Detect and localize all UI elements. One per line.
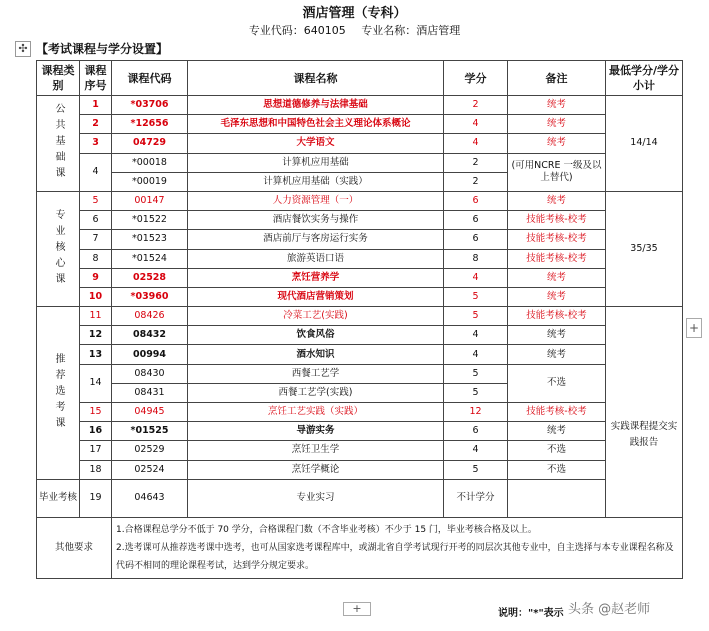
cell-note: 统考 <box>508 96 606 115</box>
cell-course-name: 思想道德修养与法律基础 <box>188 96 444 115</box>
cell-note: 技能考核-校考 <box>508 249 606 268</box>
subtotal-public: 14/14 <box>606 96 683 192</box>
cell-credit: 6 <box>444 191 508 210</box>
cell-note: 不选 <box>508 460 606 479</box>
cell-code: *12656 <box>112 115 188 134</box>
table-row <box>37 96 683 115</box>
cell-note: (可用NCRE 一级及以上替代) <box>508 153 606 191</box>
add-row-button[interactable]: + <box>343 602 371 616</box>
cell-seq: 9 <box>80 268 112 287</box>
table-row <box>37 422 683 441</box>
watermark: 头条 @赵老师 <box>568 602 651 617</box>
cell-seq: 13 <box>80 345 112 364</box>
cell-note: 统考 <box>508 422 606 441</box>
cell-credit: 5 <box>444 364 508 383</box>
cell-note: 不选 <box>508 364 606 402</box>
cell-course-name: 烹饪学概论 <box>188 460 444 479</box>
cell-seq: 11 <box>80 307 112 326</box>
header-note: 备注 <box>508 61 606 96</box>
other-requirements-label: 其他要求 <box>37 517 112 578</box>
cell-note: 统考 <box>508 345 606 364</box>
table-header-row <box>37 61 683 96</box>
cell-course-name: 烹饪卫生学 <box>188 441 444 460</box>
header-credit: 学分 <box>444 61 508 96</box>
cell-code: *00018 <box>112 153 188 172</box>
cell-note: 统考 <box>508 268 606 287</box>
category-core: 专业核心课 <box>37 191 80 306</box>
table-row <box>37 230 683 249</box>
table-row <box>37 326 683 345</box>
subtotal-core: 35/35 <box>606 191 683 306</box>
cell-code: 02529 <box>112 441 188 460</box>
cell-code: 08426 <box>112 307 188 326</box>
cell-seq: 15 <box>80 403 112 422</box>
cell-code: *01525 <box>112 422 188 441</box>
cell-course-name: 旅游英语口语 <box>188 249 444 268</box>
table-row <box>37 115 683 134</box>
other-requirements-text: 1.合格课程总学分不低于 70 学分，合格课程门数（不含毕业考核）不少于 15 门，毕业考核合格及以上。 2.选考课可从推荐选考课中选考，也可从国家选考课程库中，或湖北省自学考试现行开考的同层次其他专业中，自主选择与本专业课程名称及代码不相同的理论课程考试，达到学分规定要求。 <box>112 517 683 578</box>
table-row <box>37 364 683 383</box>
table-row <box>37 307 683 326</box>
cell-course-name: 专业实习 <box>188 479 444 517</box>
cell-course-name: 酒店餐饮实务与操作 <box>188 211 444 230</box>
cell-code: *03706 <box>112 96 188 115</box>
cell-credit: 4 <box>444 134 508 153</box>
cell-course-name: 烹饪工艺实践（实践） <box>188 403 444 422</box>
cell-course-name: 现代酒店营销策划 <box>188 287 444 306</box>
cell-course-name: 饮食风俗 <box>188 326 444 345</box>
major-name: 专业名称：酒店管理 <box>361 24 461 37</box>
cell-code: 08431 <box>112 383 188 402</box>
cell-note: 统考 <box>508 134 606 153</box>
table-row <box>37 287 683 306</box>
cell-seq: 18 <box>80 460 112 479</box>
cell-code: 08432 <box>112 326 188 345</box>
cell-credit: 5 <box>444 460 508 479</box>
cell-credit: 6 <box>444 211 508 230</box>
table-row <box>37 153 683 172</box>
table-move-handle-icon[interactable]: ✣ <box>15 41 31 57</box>
cell-course-name: 冷菜工艺(实践) <box>188 307 444 326</box>
cell-code: 04945 <box>112 403 188 422</box>
cell-course-name: 计算机应用基础 <box>188 153 444 172</box>
section-heading: 【考试课程与学分设置】 <box>36 42 169 56</box>
cell-course-name: 导游实务 <box>188 422 444 441</box>
cell-credit: 4 <box>444 441 508 460</box>
table-row <box>37 403 683 422</box>
header-code: 课程代码 <box>112 61 188 96</box>
cell-code: 02524 <box>112 460 188 479</box>
cell-code: *01524 <box>112 249 188 268</box>
cell-credit: 4 <box>444 326 508 345</box>
major-code: 专业代码：640105 <box>248 24 346 37</box>
cell-seq: 10 <box>80 287 112 306</box>
category-graduation: 毕业考核 <box>37 479 80 517</box>
cell-seq: 4 <box>80 153 112 191</box>
table-row <box>37 268 683 287</box>
cell-course-name: 酒店前厅与客房运行实务 <box>188 230 444 249</box>
table-row <box>37 191 683 210</box>
cell-credit: 4 <box>444 268 508 287</box>
cell-credit: 2 <box>444 153 508 172</box>
cell-note: 技能考核-校考 <box>508 403 606 422</box>
cell-note: 技能考核-校考 <box>508 211 606 230</box>
cell-credit: 12 <box>444 403 508 422</box>
cell-code: 04643 <box>112 479 188 517</box>
cell-course-name: 烹饪营养学 <box>188 268 444 287</box>
cell-code: 00994 <box>112 345 188 364</box>
cell-seq: 7 <box>80 230 112 249</box>
cell-seq: 12 <box>80 326 112 345</box>
cell-code: *01522 <box>112 211 188 230</box>
add-column-button[interactable]: + <box>686 318 702 338</box>
cell-course-name: 西餐工艺学 <box>188 364 444 383</box>
cell-course-name: 人力资源管理（一） <box>188 191 444 210</box>
cell-note: 技能考核-校考 <box>508 230 606 249</box>
header-seq: 课程序号 <box>80 61 112 96</box>
cell-credit: 5 <box>444 307 508 326</box>
other-requirements-row <box>37 517 683 578</box>
cell-seq: 1 <box>80 96 112 115</box>
cell-course-name: 西餐工艺学(实践) <box>188 383 444 402</box>
table-row <box>37 345 683 364</box>
cell-code: 04729 <box>112 134 188 153</box>
cell-seq: 8 <box>80 249 112 268</box>
cell-code: *01523 <box>112 230 188 249</box>
header-subtotal: 最低学分/学分小计 <box>606 61 683 96</box>
cell-note: 技能考核-校考 <box>508 307 606 326</box>
cell-code: *03960 <box>112 287 188 306</box>
table-row <box>37 134 683 153</box>
header-category: 课程类别 <box>37 61 80 96</box>
cell-credit: 5 <box>444 287 508 306</box>
cell-code: 00147 <box>112 191 188 210</box>
table-row <box>37 211 683 230</box>
subtitle <box>0 22 709 38</box>
cell-credit: 4 <box>444 345 508 364</box>
cell-credit: 6 <box>444 230 508 249</box>
cell-seq: 17 <box>80 441 112 460</box>
cell-credit: 4 <box>444 115 508 134</box>
table-row <box>37 441 683 460</box>
cell-credit: 6 <box>444 422 508 441</box>
cell-code: 02528 <box>112 268 188 287</box>
cell-course-name: 计算机应用基础（实践） <box>188 172 444 191</box>
subtotal-practice-note: 实践课程提交实践报告 <box>606 307 683 518</box>
cell-seq: 16 <box>80 422 112 441</box>
table-row <box>37 249 683 268</box>
cell-course-name: 酒水知识 <box>188 345 444 364</box>
cell-credit: 8 <box>444 249 508 268</box>
cell-seq: 3 <box>80 134 112 153</box>
cell-credit: 不计学分 <box>444 479 508 517</box>
header-name: 课程名称 <box>188 61 444 96</box>
cell-seq: 6 <box>80 211 112 230</box>
cell-note: 统考 <box>508 191 606 210</box>
table-row <box>37 460 683 479</box>
table-row <box>37 479 683 517</box>
cell-credit: 5 <box>444 383 508 402</box>
footnote: 说明："*"表示 <box>498 608 564 619</box>
cell-note: 统考 <box>508 115 606 134</box>
cell-code: 08430 <box>112 364 188 383</box>
page-title: 酒店管理（专科） <box>302 6 407 21</box>
cell-course-name: 大学语文 <box>188 134 444 153</box>
cell-note <box>508 479 606 517</box>
cell-credit: 2 <box>444 96 508 115</box>
course-table <box>36 60 683 579</box>
cell-course-name: 毛泽东思想和中国特色社会主义理论体系概论 <box>188 115 444 134</box>
category-recommended: 推荐选考课 <box>37 307 80 480</box>
cell-note: 统考 <box>508 326 606 345</box>
cell-seq: 19 <box>80 479 112 517</box>
cell-seq: 2 <box>80 115 112 134</box>
cell-credit: 2 <box>444 172 508 191</box>
cell-code: *00019 <box>112 172 188 191</box>
cell-note: 不选 <box>508 441 606 460</box>
cell-seq: 5 <box>80 191 112 210</box>
cell-seq: 14 <box>80 364 112 402</box>
cell-note: 统考 <box>508 287 606 306</box>
category-public: 公共基础课 <box>37 96 80 192</box>
